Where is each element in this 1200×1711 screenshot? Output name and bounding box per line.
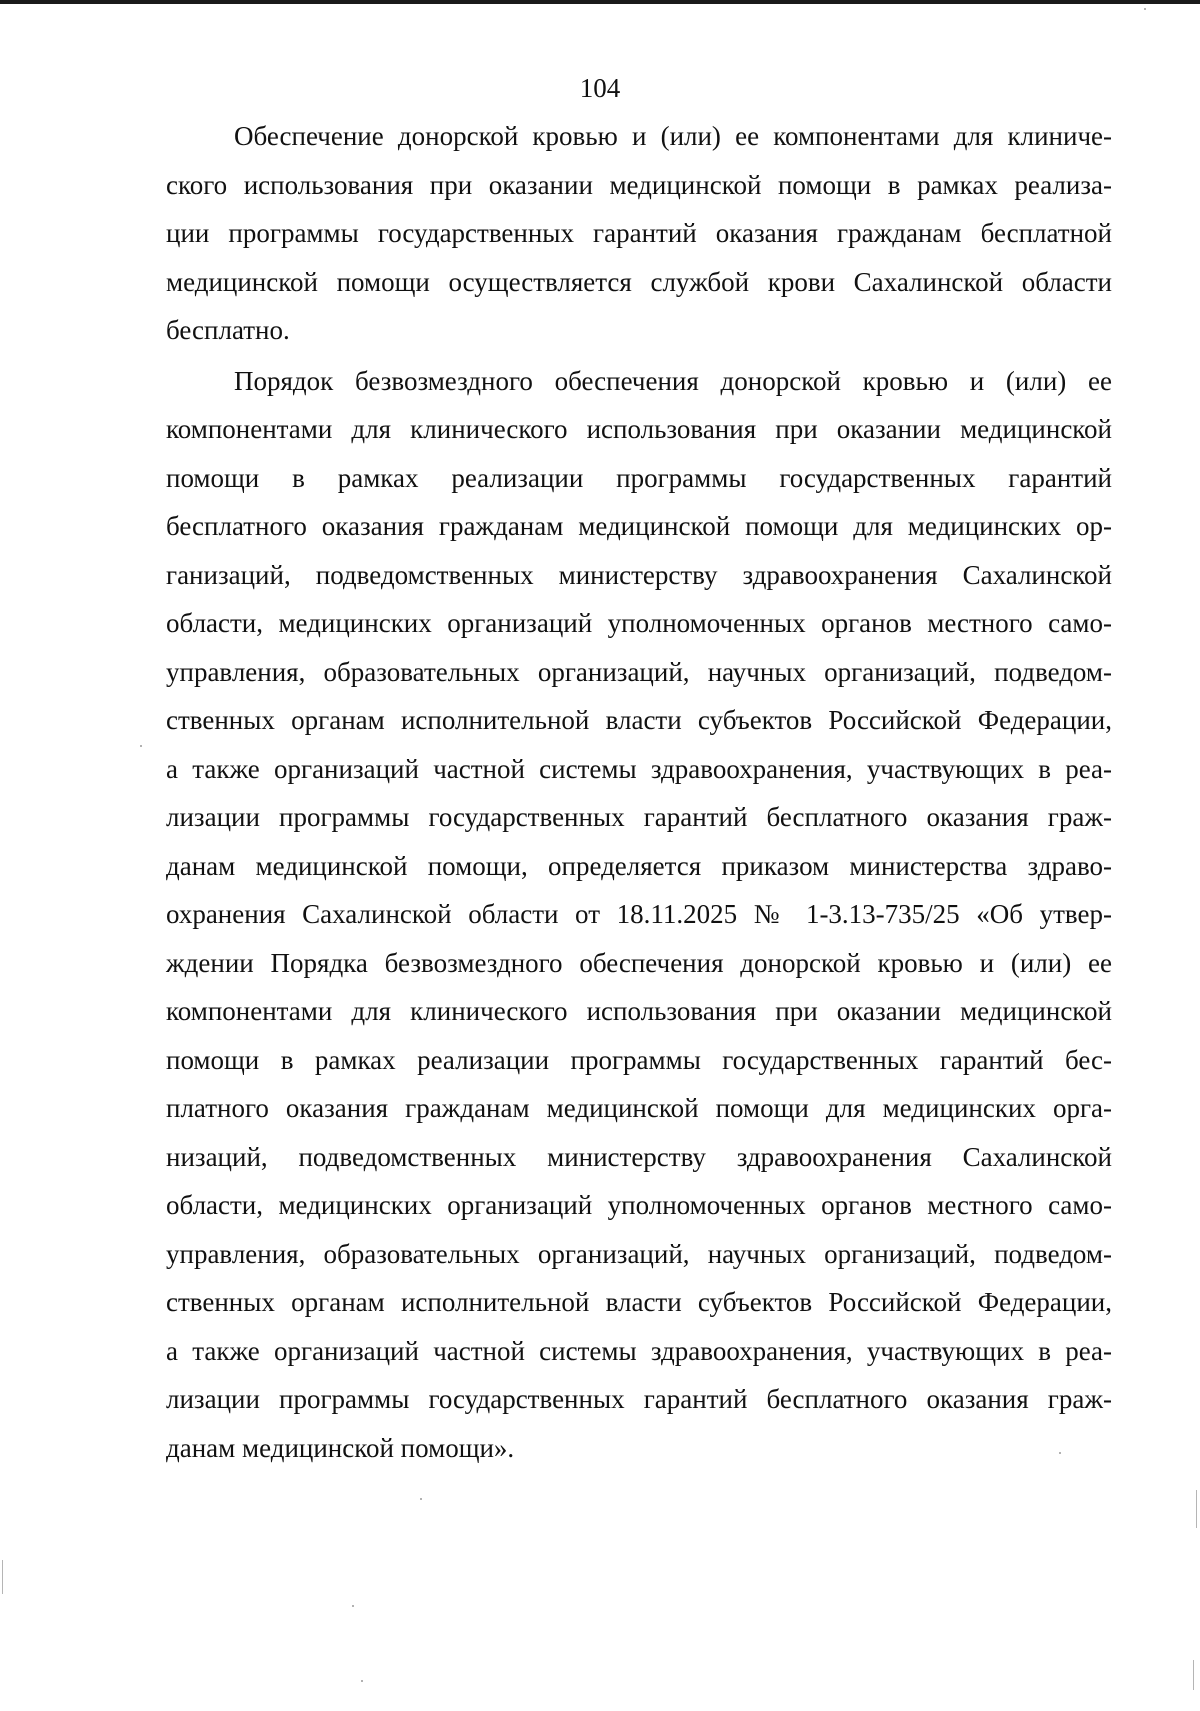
paragraph-1: [166, 112, 1112, 355]
text-line: компонентами для клинического использования при оказании медицинской: [166, 996, 1112, 1026]
scan-edge-mark: [1196, 1490, 1197, 1528]
text-line: охранения Сахалинской области от 18.11.2025 № 1-3.13-735/25 «Об утвер-: [166, 899, 1112, 929]
scan-speck: [352, 1605, 354, 1607]
text-line: компонентами для клинического использования при оказании медицинской: [166, 414, 1112, 444]
top-border-rule: [0, 0, 1200, 4]
text-line: ции программы государственных гарантий оказания гражданам бесплатной: [166, 218, 1112, 248]
text-line: лизации программы государственных гарантий бесплатного оказания граж-: [166, 802, 1112, 832]
text-line: управления, образовательных организаций, научных организаций, подведом-: [166, 1238, 1112, 1269]
text-line: помощи в рамках реализации программы государственных гарантий: [166, 462, 1112, 493]
document-body: [166, 112, 1112, 1472]
text-line: помощи в рамках реализации программы государственных гарантий бес-: [166, 1044, 1112, 1075]
scan-edge-mark: [2, 1560, 3, 1594]
text-line: ганизаций, подведомственных министерству здравоохранения Сахалинской: [166, 559, 1112, 590]
text-line: ского использования при оказании медицинской помощи в рамках реализа-: [166, 169, 1112, 200]
text-line: лизации программы государственных гарантий бесплатного оказания граж-: [166, 1384, 1112, 1414]
scan-edge-mark: [1193, 1660, 1194, 1690]
scan-speck: [1144, 8, 1146, 10]
text-line: области, медицинских организаций уполномоченных органов местного само-: [166, 1190, 1112, 1220]
text-line: Порядок безвозмездного обеспечения донорской кровью и (или) ее: [234, 365, 1112, 396]
scan-speck: [140, 745, 142, 747]
page-number: 104: [579, 73, 621, 103]
paragraph-2: [166, 357, 1112, 1473]
text-line: бесплатного оказания гражданам медицинской помощи для медицинских ор-: [166, 511, 1112, 541]
text-line: а также организаций частной системы здравоохранения, участвующих в реа-: [166, 1335, 1112, 1366]
text-line: ждении Порядка безвозмездного обеспечения донорской кровью и (или) ее: [166, 947, 1112, 978]
text-line: ственных органам исполнительной власти субъектов Российской Федерации,: [166, 705, 1112, 735]
text-line: данам медицинской помощи».: [166, 1432, 515, 1463]
text-line: управления, образовательных организаций, научных организаций, подведом-: [166, 656, 1112, 687]
scan-speck: [420, 1498, 422, 1500]
text-line: медицинской помощи осуществляется службой крови Сахалинской области: [166, 266, 1112, 297]
scan-speck: [1059, 1452, 1061, 1454]
text-line: низаций, подведомственных министерству здравоохранения Сахалинской: [166, 1141, 1112, 1172]
scan-speck: [361, 1680, 363, 1682]
text-line: данам медицинской помощи, определяется приказом министерства здраво-: [166, 850, 1112, 881]
text-line: ственных органам исполнительной власти субъектов Российской Федерации,: [166, 1287, 1112, 1317]
text-line: области, медицинских организаций уполномоченных органов местного само-: [166, 608, 1112, 638]
text-line: а также организаций частной системы здравоохранения, участвующих в реа-: [166, 753, 1112, 784]
text-line: бесплатно.: [166, 315, 290, 345]
text-line: Обеспечение донорской кровью и (или) ее компонентами для клиниче-: [234, 121, 1112, 151]
text-line: платного оказания гражданам медицинской помощи для медицинских орга-: [166, 1093, 1112, 1123]
